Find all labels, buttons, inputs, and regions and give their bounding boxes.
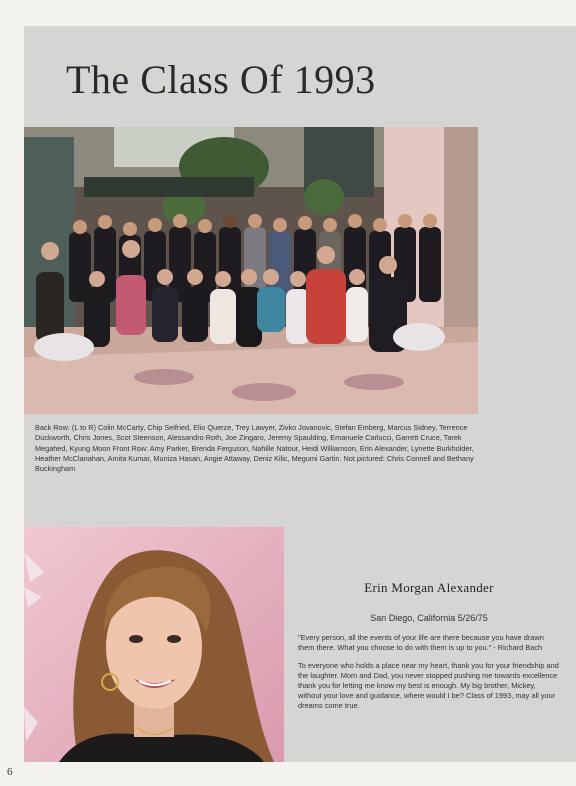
student-bio <box>298 580 560 719</box>
class-group-photo <box>24 127 478 414</box>
student-message: To everyone who holds a place near my heart, thank you for your friendship and the laughter. Mom and Dad, you never stopped pushing me towards excellence thank you for letting me know my best is enough. My big brother, Mickey, without your love and guidance, where would I be? Class of 1993, may all your dreams come true. <box>298 661 559 710</box>
page-title: The Class Of 1993 <box>66 57 376 102</box>
page-number: 6 <box>7 766 13 778</box>
group-photo-caption: Back Row: (L to R) Colin McCarty, Chip Seifried, Elio Querze, Trey Lawyer, Zivko Jovanovic, Stefan Emberg, Marcus Sidney, Terrence Duckworth, Chris Jones, Scot Steenson, Alessandro Roth, Joe Zingaro, Jeremy Spaulding, Emanuele Carlucci, Garrett Cruce, Tarek Megahed, Kyung Moon Front Row: Amy Parker, Brenda Ferguson, Nahille Natour, Heidi Williamson, Erin Alexander, Lynette Burkholder, Heather McClanahan, Amita Kumar, Muniza Hasan, Angie Attaway, Deniz Kilic, Megumi Gartin. Not pictured: Chris Connell and Bethany Buckingham <box>35 423 474 474</box>
student-quote: "Every person, all the events of your life are there because you have drawn them there. What you choose to do with them is up to you." - Richard Bach <box>298 633 544 652</box>
student-location-birthdate: San Diego, California 5/26/75 <box>370 613 488 623</box>
student-name: Erin Morgan Alexander <box>364 580 494 595</box>
student-portrait <box>24 527 284 762</box>
